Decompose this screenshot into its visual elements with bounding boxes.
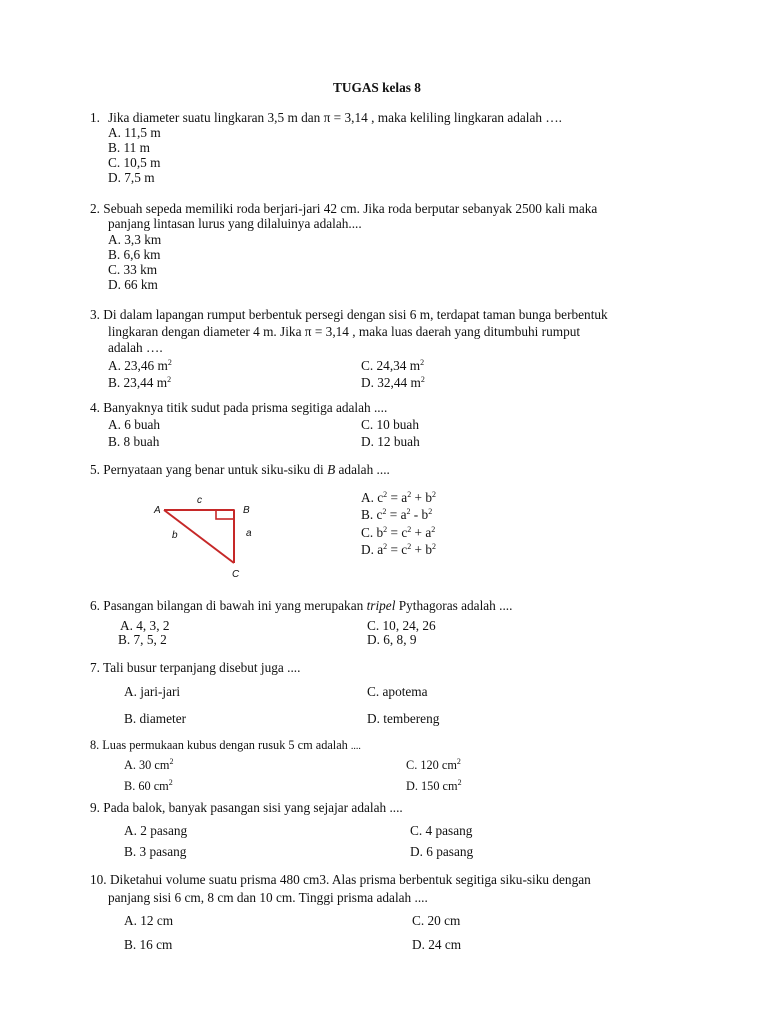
question-5-option-a: A. $c^2 = a^2 + b^2$ [361, 490, 437, 505]
question-7-option-b: B. diameter [124, 711, 187, 726]
question-4-text: 4. Banyaknya titik sudut pada prisma segitiga adalah .... [90, 400, 388, 415]
question-6-option-d: D. 6, 8, 9 [367, 632, 417, 647]
question-9-option-c: C. 4 pasang [410, 823, 473, 838]
question-9-option-d: D. 6 pasang [410, 844, 474, 859]
question-7-option-d: D. tembereng [367, 711, 440, 726]
question-10-option-b: B. 16 cm [124, 937, 173, 952]
question-4-option-b: B. 8 buah [108, 434, 160, 449]
question-8-option-b: B. 60 $cm^2$ [124, 778, 173, 793]
question-3-option-d: D. 32,44 $m^2$ [361, 375, 425, 390]
question-10-option-c: C. 20 cm [412, 913, 461, 928]
question-2-option-c: C. 33 km [108, 262, 158, 277]
vertex-b-label: B [243, 505, 250, 516]
question-10-text-line-1: 10. Diketahui volume suatu prisma 480 cm3. Alas prisma berbentuk segitiga siku-siku dengan [90, 872, 591, 887]
question-5-option-c: C. $b^2 = c^2 + a^2$ [361, 525, 436, 540]
question-4-option-a: A. 6 buah [108, 417, 161, 432]
question-4-option-c: C. 10 buah [361, 417, 419, 432]
question-5-text: 5. Pernyataan yang benar untuk siku-siku di B adalah .... [90, 462, 390, 477]
side-a-label: a [246, 528, 252, 539]
question-1-option-d: D. 7,5 m [108, 170, 155, 185]
side-c-label: c [197, 495, 202, 506]
question-3-option-a: A. 23,46 $m^2$ [108, 358, 172, 373]
question-1-number: 1. [90, 110, 100, 125]
question-3-text-line-2: lingkaran dengan diameter 4 m. Jika π = 3,14 , maka luas daerah yang ditumbuhi rumput [108, 324, 581, 339]
question-5-option-d: D. $a^2 = c^2 + b^2$ [361, 542, 437, 557]
question-8-option-c: C. 120 $cm^2$ [406, 757, 461, 772]
question-7-text: 7. Tali busur terpanjang disebut juga .... [90, 660, 301, 675]
question-9-text: 9. Pada balok, banyak pasangan sisi yang sejajar adalah .... [90, 800, 403, 815]
question-1-option-a: A. 11,5 m [108, 125, 161, 140]
question-2-text-line-1: 2. Sebuah sepeda memiliki roda berjari-jari 42 cm. Jika roda berputar sebanyak 2500 kali maka [90, 201, 598, 216]
question-2-option-d: D. 66 km [108, 277, 158, 292]
question-1-option-b: B. 11 m [108, 140, 150, 155]
question-6-option-a: A. 4, 3, 2 [120, 618, 170, 633]
question-7-option-a: A. jari-jari [124, 684, 181, 699]
question-6-option-b: B. 7, 5, 2 [118, 632, 167, 647]
question-3-text-line-3: adalah …. [108, 340, 163, 355]
question-10-option-a: A. 12 cm [124, 913, 174, 928]
question-7-option-c: C. apotema [367, 684, 428, 699]
question-3-text-line-1: 3. Di dalam lapangan rumput berbentuk persegi dengan sisi 6 m, terdapat taman bunga berbentuk [90, 307, 608, 322]
question-9-option-b: B. 3 pasang [124, 844, 187, 859]
vertex-c-label: C [232, 569, 240, 580]
question-1-option-c: C. 10,5 m [108, 155, 161, 170]
question-2-option-b: B. 6,6 km [108, 247, 161, 262]
question-1-text: Jika diameter suatu lingkaran 3,5 m dan π = 3,14 , maka keliling lingkaran adalah …. [108, 110, 562, 125]
question-10-option-d: D. 24 cm [412, 937, 462, 952]
question-9-option-a: A. 2 pasang [124, 823, 188, 838]
question-6-option-c: C. 10, 24, 26 [367, 618, 436, 633]
question-8-option-d: D. 150 $cm^2$ [406, 778, 462, 793]
right-triangle-figure [150, 493, 280, 578]
question-4-option-d: D. 12 buah [361, 434, 420, 449]
question-8-option-a: A. 30 $cm^2$ [124, 757, 174, 772]
page-title: TUGAS kelas 8 [333, 80, 421, 95]
side-b-label: b [172, 530, 178, 541]
question-3-option-c: C. 24,34 $m^2$ [361, 358, 425, 373]
question-8-text: 8. Luas permukaan kubus dengan rusuk 5 cm adalah .... [90, 738, 361, 752]
question-2-option-a: A. 3,3 km [108, 232, 162, 247]
question-10-text-line-2: panjang sisi 6 cm, 8 cm dan 10 cm. Tinggi prisma adalah .... [108, 890, 428, 905]
vertex-a-label: A [154, 505, 161, 516]
question-6-text: 6. Pasangan bilangan di bawah ini yang merupakan tripel Pythagoras adalah .... [90, 598, 513, 613]
question-2-text-line-2: panjang lintasan lurus yang dilaluinya adalah.... [108, 216, 362, 231]
question-5-option-b: B. $c^2 = a^2 - b^2$ [361, 507, 433, 522]
question-3-option-b: B. 23,44 $m^2$ [108, 375, 172, 390]
right-angle-marker [216, 510, 234, 519]
